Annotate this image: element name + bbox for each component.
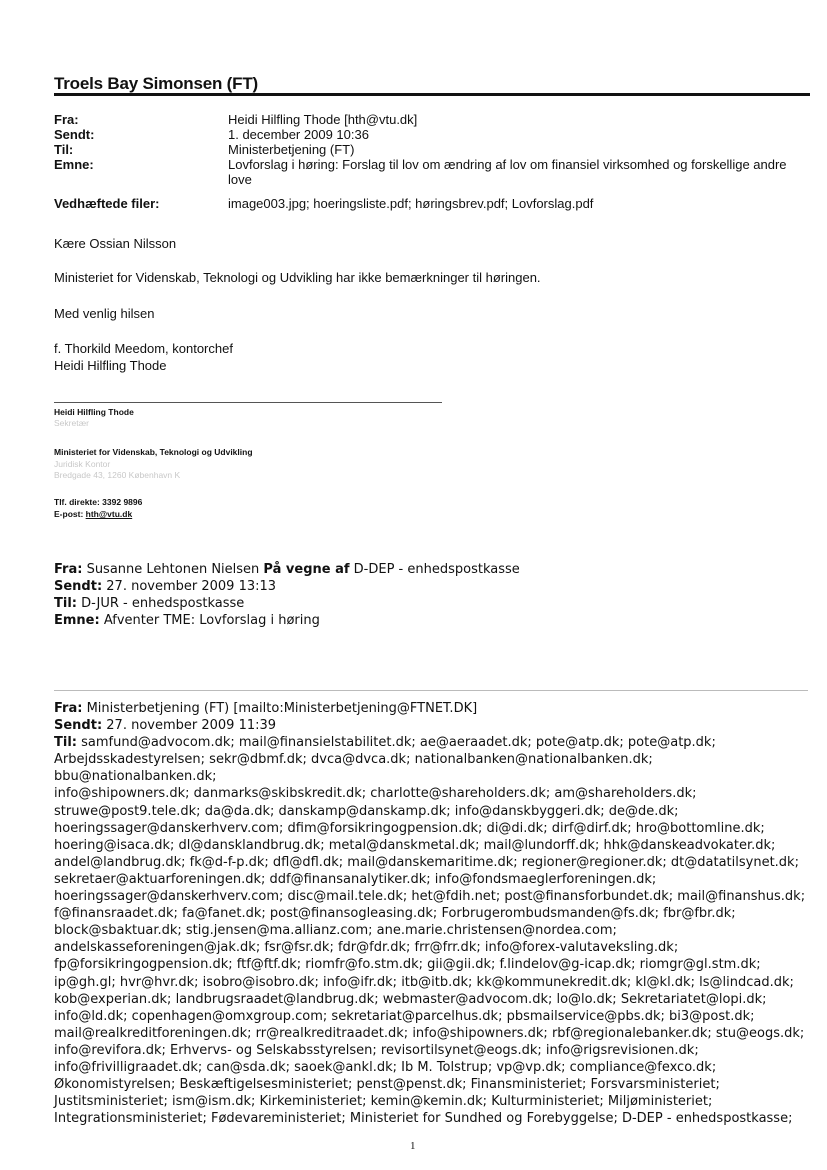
recipient-line: info@shipowners.dk; danmarks@skibskredit.dk; charlotte@shareholders.dk; am@shareholders.dk; [54, 786, 697, 802]
signer-line-2: Heidi Hilfling Thode [54, 358, 167, 373]
signature-role: Sekretær [54, 418, 89, 428]
fwd1-subject-label: Emne: [54, 613, 100, 628]
fwd1-sent-label: Sendt: [54, 579, 103, 594]
recipient-line: andel@landbrug.dk; fk@d-f-p.dk; dfl@dfl.dk; mail@danskemaritime.dk; regioner@regioner.dk; dt@datatilsynet.dk; [54, 854, 799, 870]
fwd2-sent-value: 27. november 2009 11:39 [102, 718, 277, 734]
header-to-row [54, 142, 794, 157]
recipient-line: kob@experian.dk; landbrugsraadet@landbrug.dk; webmaster@advocom.dk; lo@lo.dk; Sekretariatet@lopi.dk; [54, 991, 767, 1007]
header-attachments-label: Vedhæftede filer: [54, 196, 160, 211]
recipient-line: f@finansraadet.dk; fa@fanet.dk; post@finansogleasing.dk; Forbrugerombudsmanden@fs.dk; fbr@fbr.dk; [54, 906, 736, 922]
fwd1-sent-row [54, 578, 520, 595]
header-subject-label: Emne: [54, 157, 94, 172]
recipient-line: hoeringssager@danskerhverv.com; disc@mail.tele.dk; het@fdih.net; post@finansforbundet.dk; mail@finanshus.dk; [54, 889, 806, 905]
fwd2-from-row [54, 700, 814, 717]
recipient-line: ip@gh.gl; hvr@hvr.dk; isobro@isobro.dk; info@ifr.dk; itb@itb.dk; kk@kommunekredit.dk; kl@kl.dk; ls@lindcad.dk; [54, 974, 794, 990]
signature-email-link[interactable]: hth@vtu.dk [85, 509, 133, 519]
fwd1-subject-row [54, 612, 520, 629]
forward-separator [54, 690, 808, 691]
header-from-label: Fra: [54, 112, 79, 127]
signature-rule [54, 402, 442, 403]
recipient-line: Integrationsministeriet; Fødevareministeriet; Ministeriet for Sundhed og Forebyggelse; D-DEP - enhedspostkasse; [54, 1111, 793, 1127]
body-paragraph: Ministeriet for Videnskab, Teknologi og Udvikling har ikke bemærkninger til høringen. [54, 270, 541, 285]
signature-phone: Tlf. direkte: 3392 9896 [54, 497, 143, 507]
document-title: Troels Bay Simonsen (FT) [54, 74, 258, 93]
email-header [54, 112, 794, 211]
fwd2-to-first-line: samfund@advocom.dk; mail@finansielstabilitet.dk; ae@aeraadet.dk; pote@atp.dk; pote@atp.dk; [76, 735, 716, 751]
signature-office: Juridisk Kontor [54, 459, 111, 469]
header-to-label: Til: [54, 142, 74, 157]
fwd1-from-row [54, 561, 520, 578]
page-number: 1 [410, 1140, 416, 1152]
signer-line-1: f. Thorkild Meedom, kontorchef [54, 341, 233, 356]
recipient-line: Justitsministeriet; ism@ism.dk; Kirkeministeriet; kemin@kemin.dk; Kulturministeriet; Miljøministeriet; [54, 1094, 713, 1110]
header-sent-value: 1. december 2009 10:36 [228, 127, 369, 142]
fwd1-on-behalf-value: D-DEP - enhedspostkasse [349, 562, 520, 577]
header-sent-label: Sendt: [54, 127, 95, 142]
forward-header-2 [54, 700, 814, 1127]
recipient-line: block@sbaktuar.dk; stig.jensen@ma.allianz.com; ane.marie.christensen@nordea.com; [54, 923, 617, 939]
fwd2-sent-row [54, 717, 814, 734]
closing: Med venlig hilsen [54, 306, 155, 321]
signature-email-label: E-post: [54, 509, 86, 519]
fwd2-from-label: Fra: [54, 701, 83, 716]
title-rule [54, 93, 810, 96]
fwd2-from-value: Ministerbetjening (FT) [mailto:Ministerbetjening@FTNET.DK] [82, 701, 478, 716]
header-from-row [54, 112, 794, 127]
signature-address: Bredgade 43, 1260 København K [54, 470, 181, 480]
fwd1-sent-value: 27. november 2009 13:13 [102, 579, 277, 594]
recipient-line: info@frivilligraadet.dk; can@sda.dk; saoek@ankl.dk; Ib M. Tolstrup; vp@vp.dk; compliance@fexco.dk; [54, 1059, 717, 1075]
fwd1-from-value: Susanne Lehtonen Nielsen [82, 562, 264, 577]
fwd1-to-label: Til: [54, 596, 77, 611]
recipient-line: mail@realkreditforeningen.dk; rr@realkreditraadet.dk; info@shipowners.dk; rbf@regionalebanker.dk; stu@eogs.dk; [54, 1025, 805, 1041]
fwd2-sent-label: Sendt: [54, 718, 103, 734]
fwd1-on-behalf-label: På vegne af [263, 562, 350, 577]
fwd1-to-value: D-JUR - enhedspostkasse [76, 596, 245, 611]
header-from-value: Heidi Hilfling Thode [hth@vtu.dk] [228, 112, 418, 127]
recipient-line: andelskasseforeningen@jak.dk; fsr@fsr.dk; fdr@fdr.dk; frr@frr.dk; info@forex-valutaveksling.dk; [54, 940, 679, 956]
recipient-line: struwe@post9.tele.dk; da@da.dk; danskamp@danskamp.dk; info@danskbyggeri.dk; de@de.dk; [54, 803, 679, 819]
recipient-line: sekretaer@aktuarforeningen.dk; ddf@finansanalytiker.dk; info@fondsmaeglerforeningen.dk; [54, 871, 657, 887]
recipient-line: info@revifora.dk; Erhvervs- og Selskabsstyrelsen; revisortilsynet@eogs.dk; info@rigsrevisionen.dk; [54, 1042, 699, 1058]
signature-email-line [54, 509, 132, 519]
recipient-line: Arbejdsskadestyrelsen; sekr@dbmf.dk; dvca@dvca.dk; nationalbanken@nationalbanken.dk; bbu@nationalbanken.dk; [54, 752, 653, 785]
header-to-value: Ministerbetjening (FT) [228, 142, 355, 157]
header-sent-row [54, 127, 794, 142]
recipient-line: fp@forsikringogpension.dk; ftf@ftf.dk; riomfr@fo.stm.dk; gii@gii.dk; f.lindelov@g-icap.dk; riomgr@gl.stm.dk; [54, 957, 761, 973]
signature-ministry: Ministeriet for Videnskab, Teknologi og Udvikling [54, 447, 253, 457]
fwd2-to-row [54, 734, 814, 751]
recipient-line: hoeringssager@danskerhverv.com; dfim@forsikringogpension.dk; di@di.dk; dirf@dirf.dk; hro@bottomline.dk; [54, 820, 765, 836]
recipient-line: info@ld.dk; copenhagen@omxgroup.com; sekretariat@parcelhus.dk; pbsmailservice@pbs.dk; bi3@post.dk; [54, 1008, 755, 1024]
recipient-list [54, 751, 814, 1127]
header-subject-value: Lovforslag i høring: Forslag til lov om ændring af lov om finansiel virksomhed og forskellige andre love [228, 157, 787, 187]
recipient-line: hoering@isaca.dk; dl@dansklandbrug.dk; metal@danskmetal.dk; mail@lundorff.dk; hhk@danskeadvokater.dk; [54, 837, 776, 853]
greeting: Kære Ossian Nilsson [54, 236, 177, 251]
fwd1-subject-value: Afventer TME: Lovforslag i høring [99, 613, 320, 628]
fwd1-to-row [54, 595, 520, 612]
header-attachments-row [54, 196, 794, 211]
recipient-line: Økonomistyrelsen; Beskæftigelsesministeriet; penst@penst.dk; Finansministeriet; Forsvarsministeriet; [54, 1077, 720, 1093]
fwd1-from-label: Fra: [54, 562, 83, 577]
fwd2-to-label: Til: [54, 735, 77, 751]
header-subject-row [54, 157, 794, 187]
forward-header-1 [54, 561, 520, 629]
signature-name: Heidi Hilfling Thode [54, 407, 134, 417]
header-attachments-value: image003.jpg; hoeringsliste.pdf; høringsbrev.pdf; Lovforslag.pdf [228, 196, 594, 211]
